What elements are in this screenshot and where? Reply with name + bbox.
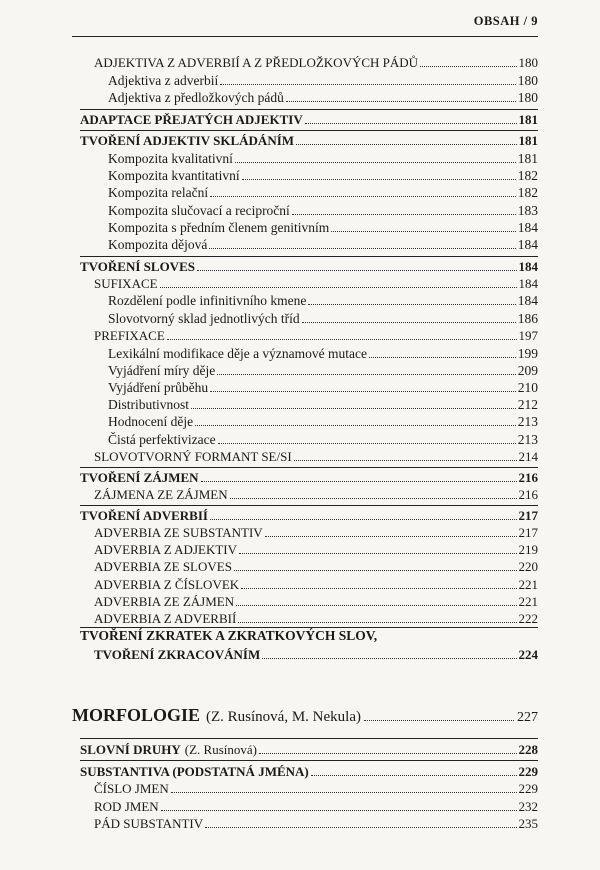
toc-entry-label: TVOŘENÍ ZKRACOVÁNÍM (94, 647, 261, 662)
toc-entry-page: 229 (518, 781, 538, 796)
section-divider (80, 109, 538, 110)
toc-entry[interactable] (94, 646, 538, 663)
toc-entry-label: TVOŘENÍ SLOVES (80, 259, 195, 274)
toc-entry-page: 199 (517, 346, 538, 361)
toc-entry-label: Kompozita kvalitativní (108, 151, 233, 166)
toc-entry[interactable] (80, 741, 538, 758)
toc-entry[interactable] (80, 258, 538, 275)
toc-entry-page: 221 (518, 594, 538, 609)
toc-entry-label: ADVERBIA Z ČÍSLOVEK (94, 577, 240, 592)
toc-entry[interactable] (108, 413, 538, 430)
chapter-authors: (Z. Rusínová, M. Nekula) (206, 709, 361, 725)
toc-entry[interactable] (94, 541, 538, 558)
toc-entry-page: 216 (518, 487, 538, 502)
toc-entry[interactable] (80, 132, 538, 149)
toc-entry-label: SUBSTANTIVA (PODSTATNÁ JMÉNA) (80, 764, 309, 779)
toc-entry-label: ROD JMEN (94, 799, 159, 814)
toc-entry[interactable] (108, 379, 538, 396)
toc-entry-label: Adjektiva z adverbií (108, 73, 219, 88)
toc-entry-page: 182 (517, 168, 538, 183)
toc-entry-page: 235 (518, 816, 538, 831)
toc-entry-label: ADVERBIA Z ADJEKTIV (94, 542, 237, 557)
toc-entry-page: 180 (518, 55, 538, 70)
toc-entry-page: 216 (518, 470, 538, 485)
toc-entry-page: 209 (517, 363, 538, 378)
section-divider (80, 130, 538, 131)
toc-entry-label: ČÍSLO JMEN (94, 781, 169, 796)
toc-entry-label: Kompozita s předním členem genitivním (108, 220, 330, 235)
toc-entry-page: 228 (518, 742, 538, 757)
toc-entry-label: Slovotvorný sklad jednotlivých tříd (108, 311, 300, 326)
toc-entry-label: Distributivnost (108, 397, 190, 412)
toc-entry-page: 184 (517, 220, 538, 235)
toc-entry-label: ADVERBIA ZE SLOVES (94, 559, 232, 574)
toc-entry-page: 184 (517, 293, 538, 308)
toc-entry-page: 214 (518, 449, 538, 464)
toc-entry-label: Kompozita relační (108, 185, 209, 200)
toc-entry-page: 184 (518, 259, 538, 274)
toc-entry[interactable] (94, 54, 538, 71)
toc-entry[interactable] (94, 593, 538, 610)
toc-entry[interactable] (94, 798, 538, 815)
toc-entry[interactable] (94, 524, 538, 541)
section-divider (80, 467, 538, 468)
toc-entry[interactable] (94, 558, 538, 575)
toc-entry-page: 220 (518, 559, 538, 574)
toc-entry-label: SLOVNÍ DRUHY (80, 742, 181, 757)
toc-entry[interactable] (80, 111, 538, 128)
chapter-page: 227 (517, 710, 538, 725)
header-title: OBSAH / 9 (473, 14, 538, 28)
chapter-heading[interactable] (72, 705, 538, 726)
toc-entry-label: SUFIXACE (94, 276, 158, 291)
toc-entry[interactable] (94, 576, 538, 593)
toc-entry[interactable] (108, 236, 538, 253)
toc-entry-page: 180 (517, 73, 538, 88)
toc-entry-page: 180 (517, 90, 538, 105)
toc-entry-label: ADJEKTIVA Z ADVERBIÍ A Z PŘEDLOŽKOVÝCH PÁDŮ (94, 55, 419, 70)
toc-entry-label: Rozdělení podle infinitivního kmene (108, 293, 307, 308)
toc-entry[interactable] (108, 310, 538, 327)
section-divider (80, 760, 538, 761)
toc-entry[interactable] (108, 150, 538, 167)
toc-entry-page: 186 (517, 311, 538, 326)
toc-entry-label: TVOŘENÍ ZKRATEK A ZKRATKOVÝCH SLOV, (80, 628, 378, 643)
toc-entry[interactable] (80, 507, 538, 524)
toc-entry-label: ADVERBIA Z ADVERBIÍ (94, 611, 237, 626)
toc-entry-page: 232 (518, 799, 538, 814)
toc-entry-label: Kompozita slučovací a reciproční (108, 203, 290, 218)
toc-entry[interactable] (94, 815, 538, 832)
section-divider (80, 256, 538, 257)
toc-entry-page: 217 (518, 508, 538, 523)
toc-entry-page: 217 (518, 525, 538, 540)
toc-entry-label: PREFIXACE (94, 328, 165, 343)
toc-entry-page: 229 (518, 764, 538, 779)
toc-entry[interactable] (108, 396, 538, 413)
toc-entry-page: 183 (517, 203, 538, 218)
toc-entry-page: 181 (518, 133, 538, 148)
toc-entry-label: ADVERBIA ZE SUBSTANTIV (94, 525, 263, 540)
toc-entry[interactable] (94, 448, 538, 465)
toc-entry[interactable] (108, 167, 538, 184)
toc-entry[interactable] (108, 292, 538, 309)
toc-entry-label: Kompozita kvantitativní (108, 168, 240, 183)
toc-entry-label: TVOŘENÍ ADJEKTIV SKLÁDÁNÍM (80, 133, 295, 148)
toc-entry-label: ADAPTACE PŘEJATÝCH ADJEKTIV (80, 112, 303, 127)
toc-entry-page: 212 (517, 397, 538, 412)
toc-entry-label: Kompozita dějová (108, 237, 208, 252)
toc-entry[interactable] (108, 89, 538, 106)
toc-entry-label: Vyjádření míry děje (108, 363, 216, 378)
toc-entry[interactable] (94, 610, 538, 627)
toc-entry-label: Hodnocení děje (108, 414, 194, 429)
toc-entry-page: 197 (518, 328, 538, 343)
toc-entry-page: 213 (517, 414, 538, 429)
toc-entry-page: 181 (517, 151, 538, 166)
toc-entry-page: 222 (518, 611, 538, 626)
toc-entry-page: 182 (517, 185, 538, 200)
toc-entry-label: ADVERBIA ZE ZÁJMEN (94, 594, 235, 609)
toc-entry-label: TVOŘENÍ ADVERBIÍ (80, 508, 208, 523)
toc-entry[interactable] (108, 184, 538, 201)
section-divider (80, 505, 538, 506)
toc-entry[interactable] (108, 431, 538, 448)
toc-entry-label: TVOŘENÍ ZÁJMEN (80, 470, 199, 485)
toc-entry[interactable] (108, 202, 538, 219)
toc-entry-page: 224 (518, 647, 538, 662)
toc-entry[interactable] (80, 763, 538, 780)
toc-entry-page: 184 (517, 237, 538, 252)
toc-entry-label: Vyjádření průběhu (108, 380, 209, 395)
toc-entry-label: SLOVOTVORNÝ FORMANT SE/SI (94, 449, 292, 464)
toc-entry-page: 219 (518, 542, 538, 557)
toc-entry-label: Adjektiva z předložkových pádů (108, 90, 284, 105)
toc-entry-page: 221 (518, 577, 538, 592)
toc-entry[interactable] (94, 275, 538, 292)
toc-entry-page: 184 (518, 276, 538, 291)
toc-entry-author: (Z. Rusínová) (184, 742, 257, 757)
running-header (72, 14, 538, 37)
chapter-title: MORFOLOGIE (72, 705, 201, 725)
toc-entry[interactable] (94, 486, 538, 503)
toc-entry-page: 181 (518, 112, 538, 127)
toc-entry[interactable] (108, 219, 538, 236)
toc-entry[interactable] (94, 327, 538, 344)
toc-entry-label: Lexikální modifikace děje a významové mutace (108, 346, 368, 361)
toc-entry[interactable] (94, 780, 538, 797)
toc-entry-label: Čistá perfektivizace (108, 432, 216, 447)
toc-entry-page: 213 (517, 432, 538, 447)
toc-entry[interactable] (108, 362, 538, 379)
toc-entry[interactable] (80, 469, 538, 486)
toc-entry-label: ZÁJMENA ZE ZÁJMEN (94, 487, 228, 502)
section-divider (80, 738, 538, 739)
toc-entry-label: PÁD SUBSTANTIV (94, 816, 204, 831)
toc-entry[interactable] (108, 72, 538, 89)
toc-entry[interactable] (108, 345, 538, 362)
toc-entry-page: 210 (517, 380, 538, 395)
